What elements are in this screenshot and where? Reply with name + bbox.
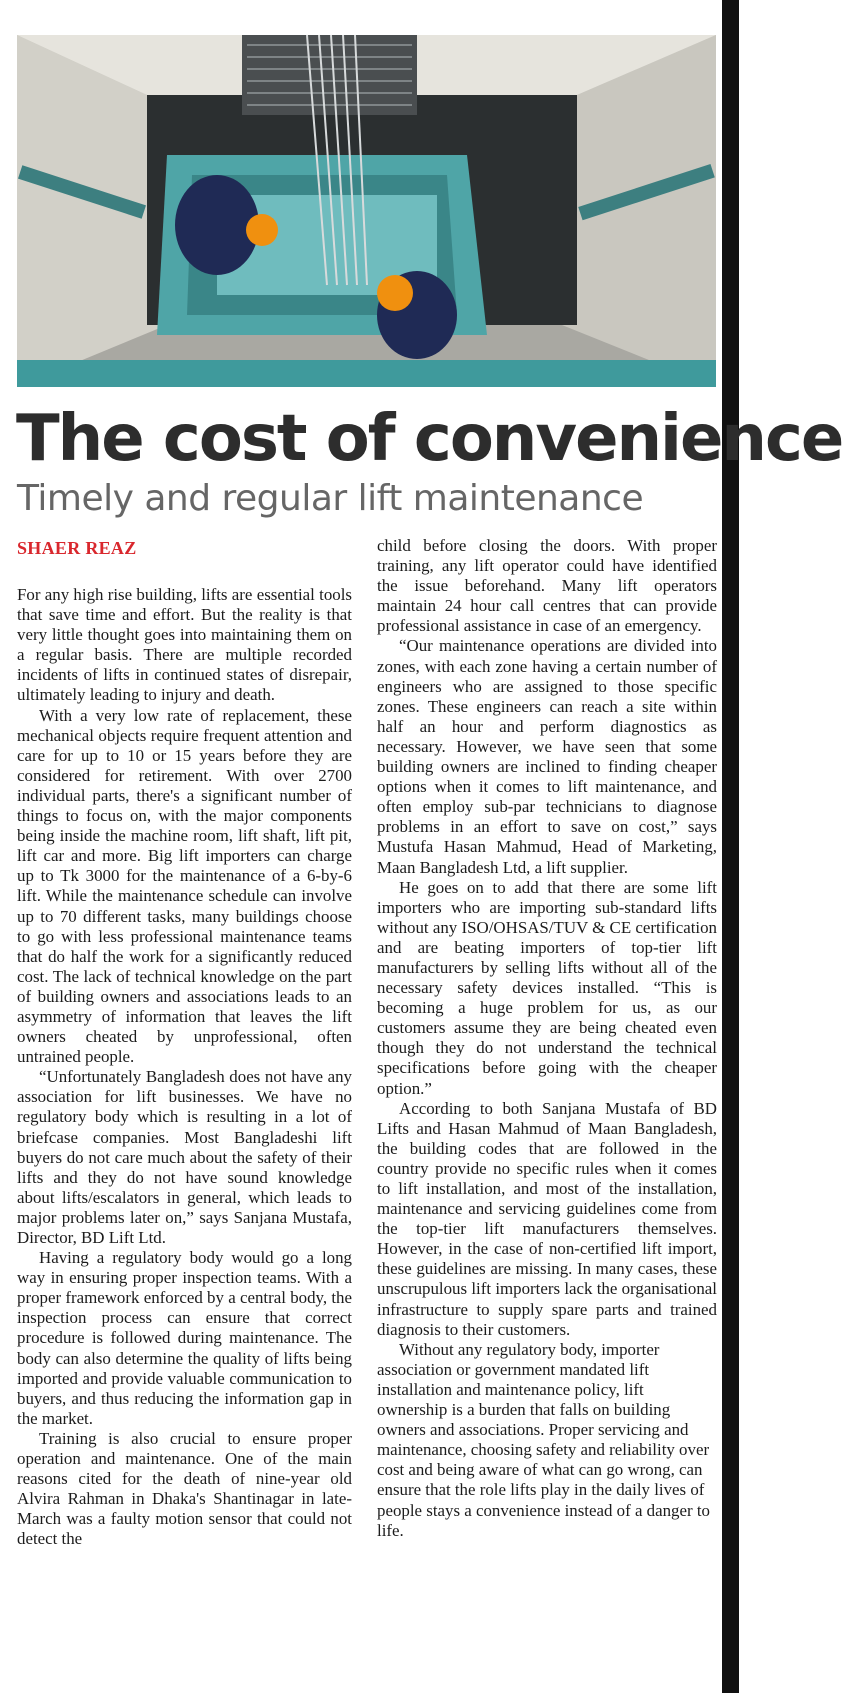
paragraph: Training is also crucial to ensure proper operation and maintenance. One of the main reasons cited for the death of nine-year old Alvira Rahman in Dhaka's Shantinagar in late-March was a faulty motion sensor that could not detect the xyxy=(17,1428,352,1549)
lift-shaft-technicians-icon xyxy=(17,35,716,387)
paragraph: According to both Sanjana Mustafa of BD Lifts and Hasan Mahmud of Maan Bangladesh, the building codes that are followed in the country provide no specific rules when it comes to lift installation, and most of the installation, maintenance and servicing guidelines come from the top-tier lift manufacturers themselves. However, in the case of non-certified lift import, these guidelines are missing. In many cases, these unscrupulous lift importers lack the organisational infrastructure to supply spare parts and trained diagnosis to their customers. xyxy=(377,1098,717,1339)
paragraph: Having a regulatory body would go a long way in ensuring proper inspection teams. With a proper framework enforced by a central body, the inspection process can ensure that correct procedure is followed during maintenance. The body can also determine the quality of lifts being imported and provide valuable communication to buyers, and thus reducing the information gap in the market. xyxy=(17,1248,352,1428)
paragraph: For any high rise building, lifts are essential tools that save time and effort. But the reality is that very little thought goes into maintaining them on a regular basis. There are multiple recorded incidents of lifts in continued states of disrepair, ultimately leading to injury and death. xyxy=(17,585,352,705)
subheadline: Timely and regular lift maintenance xyxy=(17,478,644,519)
paragraph: With a very low rate of replacement, these mechanical objects require frequent attention and care for up to 10 or 15 years before they are considered for retirement. With over 2700 individual parts, there's a significant number of things to focus on, with the major components being inside the machine room, lift shaft, lift pit, lift car and more. Big lift importers can charge up to Tk 3000 for the maintenance of a 6-by-6 lift. While the maintenance schedule can involve up to 70 different tasks, many buildings choose to go with less professional maintenance teams that do half the work for a significantly reduced cost. The lack of technical knowledge on the part of building owners and associations leads to an asymmetry of information that leaves the lift owners cheated by unprofessional, often untrained people. xyxy=(17,705,352,1067)
paragraph: “Our maintenance operations are divided into zones, with each zone having a certain number of engineers who are assigned to those specific zones. These engineers can reach a site within half an hour and perform diagnostics as necessary. However, we have seen that some building owners are inclined to finding cheaper options when it comes to lift maintenance, and often employ sub-par technicians to diagnose problems in an effort to save on cost,” says Mustufa Hasan Mahmud, Head of Marketing, Maan Bangladesh Ltd, a lift supplier. xyxy=(377,636,717,877)
paragraph: He goes on to add that there are some lift importers who are importing sub-standard lifts without any ISO/OHSAS/TUV & CE certification and are beating importers of top-tier lift manufacturers by selling lifts without all of the necessary safety devices installed. “This is becoming a huge problem for us, as our customers assume they are being cheated even though they do not understand the technical specifications before going with the cheaper option.” xyxy=(377,877,717,1098)
article-column-right xyxy=(377,536,717,1686)
article-column-left xyxy=(17,585,352,1685)
paragraph: “Unfortunately Bangladesh does not have any association for lift businesses. We have no regulatory body which is resulting in a lot of briefcase companies. Most Bangladeshi lift buyers do not care much about the safety of their lifts and they do not have sound knowledge about lifts/escalators in general, which leads to major problems later on,” says Sanjana Mustafa, Director, BD Lift Ltd. xyxy=(17,1067,352,1247)
page-edge-bar xyxy=(722,0,739,1693)
lift-shaft-photo xyxy=(17,35,716,387)
author-byline: SHAER REAZ xyxy=(17,538,137,558)
headline: The cost of convenience xyxy=(16,402,842,476)
paragraph: Without any regulatory body, importer association or government mandated lift installation and maintenance policy, lift ownership is a burden that falls on building owners and associations. Proper servicing and maintenance, choosing safety and reliability over cost and being aware of what can go wrong, can ensure that the role lifts play in the daily lives of people stays a convenience instead of a danger to life. xyxy=(377,1339,710,1540)
paragraph: child before closing the doors. With proper training, any lift operator could have identified the issue beforehand. Many lift operators maintain 24 hour call centres that can provide professional assistance in case of an emergency. xyxy=(377,536,717,636)
